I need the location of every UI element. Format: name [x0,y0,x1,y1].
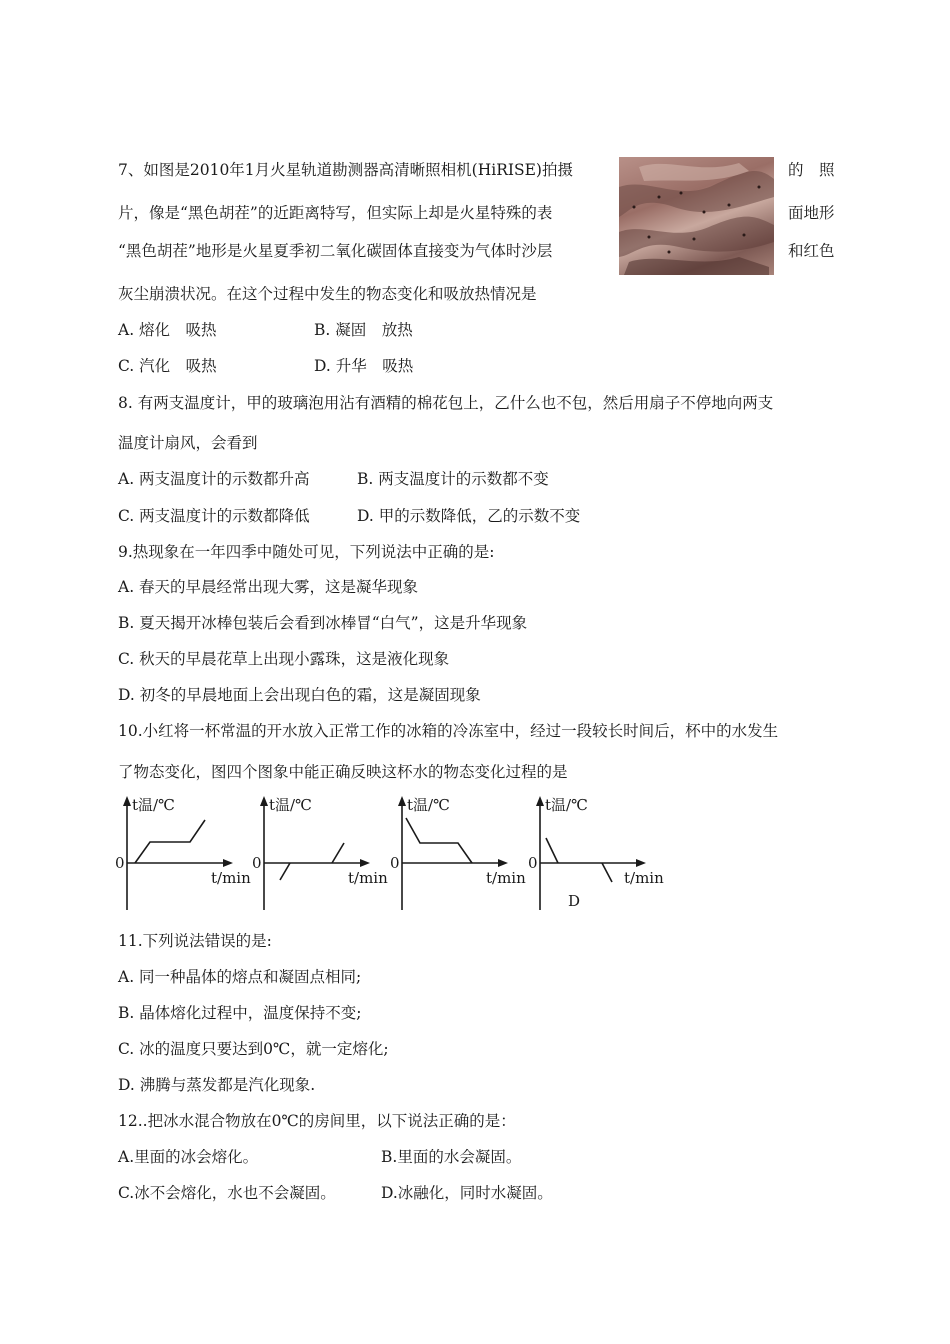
graph-c-origin: 0 [390,854,400,872]
q8-option-d: D. 甲的示数降低，乙的示数不变 [357,507,581,525]
q8-option-b: B. 两支温度计的示数都不变 [357,470,549,488]
graph-a [115,790,255,915]
q11-line1: 11.下列说法错误的是: [118,932,272,950]
q7-line1-end: 的 照 [788,161,835,179]
q7-line3: “黑色胡茬”地形是火星夏季初二氧化碳固体直接变为气体时沙层 [118,242,553,260]
graph-d-x-label: t/min [624,869,664,887]
graph-c-x-label: t/min [486,869,526,887]
q11-option-c: C. 冰的温度只要达到0℃，就一定熔化; [118,1040,389,1058]
q7-option-b: B. 凝固 放热 [314,321,413,339]
q7-option-c: C. 汽化 吸热 [118,357,217,375]
q9-option-d: D. 初冬的早晨地面上会出现白色的霜，这是凝固现象 [118,686,481,704]
q8-option-c: C. 两支温度计的示数都降低 [118,507,310,525]
graph-a-origin: 0 [115,854,125,872]
q10-line2: 了物态变化，图四个图象中能正确反映这杯水的物态变化过程的是 [118,763,568,781]
graph-d-y-label: t温/℃ [545,796,588,814]
q12-option-d: D.冰融化，同时水凝固。 [381,1184,553,1202]
q8-line1: 8. 有两支温度计，甲的玻璃泡用沾有酒精的棉花包上，乙什么也不包，然后用扇子不停地向两支 [118,394,774,412]
q9-line1: 9.热现象在一年四季中随处可见，下列说法中正确的是: [118,543,495,561]
graph-b-origin: 0 [252,854,262,872]
graph-d [528,790,668,915]
q12-line1: 12..把冰水混合物放在0℃的房间里，以下说法正确的是： [118,1112,516,1130]
graph-b-x-label: t/min [348,869,388,887]
q11-option-b: B. 晶体熔化过程中，温度保持不变; [118,1004,362,1022]
q7-line4: 灰尘崩溃状况。在这个过程中发生的物态变化和吸放热情况是 [118,285,537,303]
q7-line2: 片，像是“黑色胡茬”的近距离特写，但实际上却是火星特殊的表 [118,204,553,222]
q10-line1: 10.小红将一杯常温的开水放入正常工作的冰箱的冷冻室中，经过一段较长时间后，杯中的水发生 [118,722,779,740]
q9-option-b: B. 夏天揭开冰棒包装后会看到冰棒冒“白气”，这是升华现象 [118,614,528,632]
graph-a-x-label: t/min [211,869,251,887]
mars-terrain-texture [619,157,774,275]
q7-line1: 7、如图是2010年1月火星轨道勘测器高清晰照相机(HiRISE)拍摄 [118,161,573,179]
graph-b [252,790,392,915]
q9-option-c: C. 秋天的早晨花草上出现小露珠，这是液化现象 [118,650,450,668]
q11-option-d: D. 沸腾与蒸发都是汽化现象. [118,1076,316,1094]
q12-option-b: B.里面的水会凝固。 [381,1148,522,1166]
q8-option-a: A. 两支温度计的示数都升高 [118,470,310,488]
q7-option-d: D. 升华 吸热 [314,357,414,375]
graph-c-y-label: t温/℃ [407,796,450,814]
q7-line2-end: 面地形 [788,204,835,222]
mars-terrain-photo [619,157,774,275]
q12-option-a: A.里面的冰会熔化。 [118,1148,259,1166]
graph-c [390,790,530,915]
graph-a-y-label: t温/℃ [132,796,175,814]
q8-line2: 温度计扇风，会看到 [118,434,258,452]
q12-option-c: C.冰不会熔化，水也不会凝固。 [118,1184,336,1202]
q9-option-a: A. 春天的早晨经常出现大雾，这是凝华现象 [118,578,419,596]
q7-option-a: A. 熔化 吸热 [118,321,217,339]
graph-d-origin: 0 [528,854,538,872]
q7-line3-end: 和红色 [788,242,835,260]
q11-option-a: A. 同一种晶体的熔点和凝固点相同; [118,968,362,986]
graph-d-label: D [568,892,581,910]
graph-b-y-label: t温/℃ [269,796,312,814]
